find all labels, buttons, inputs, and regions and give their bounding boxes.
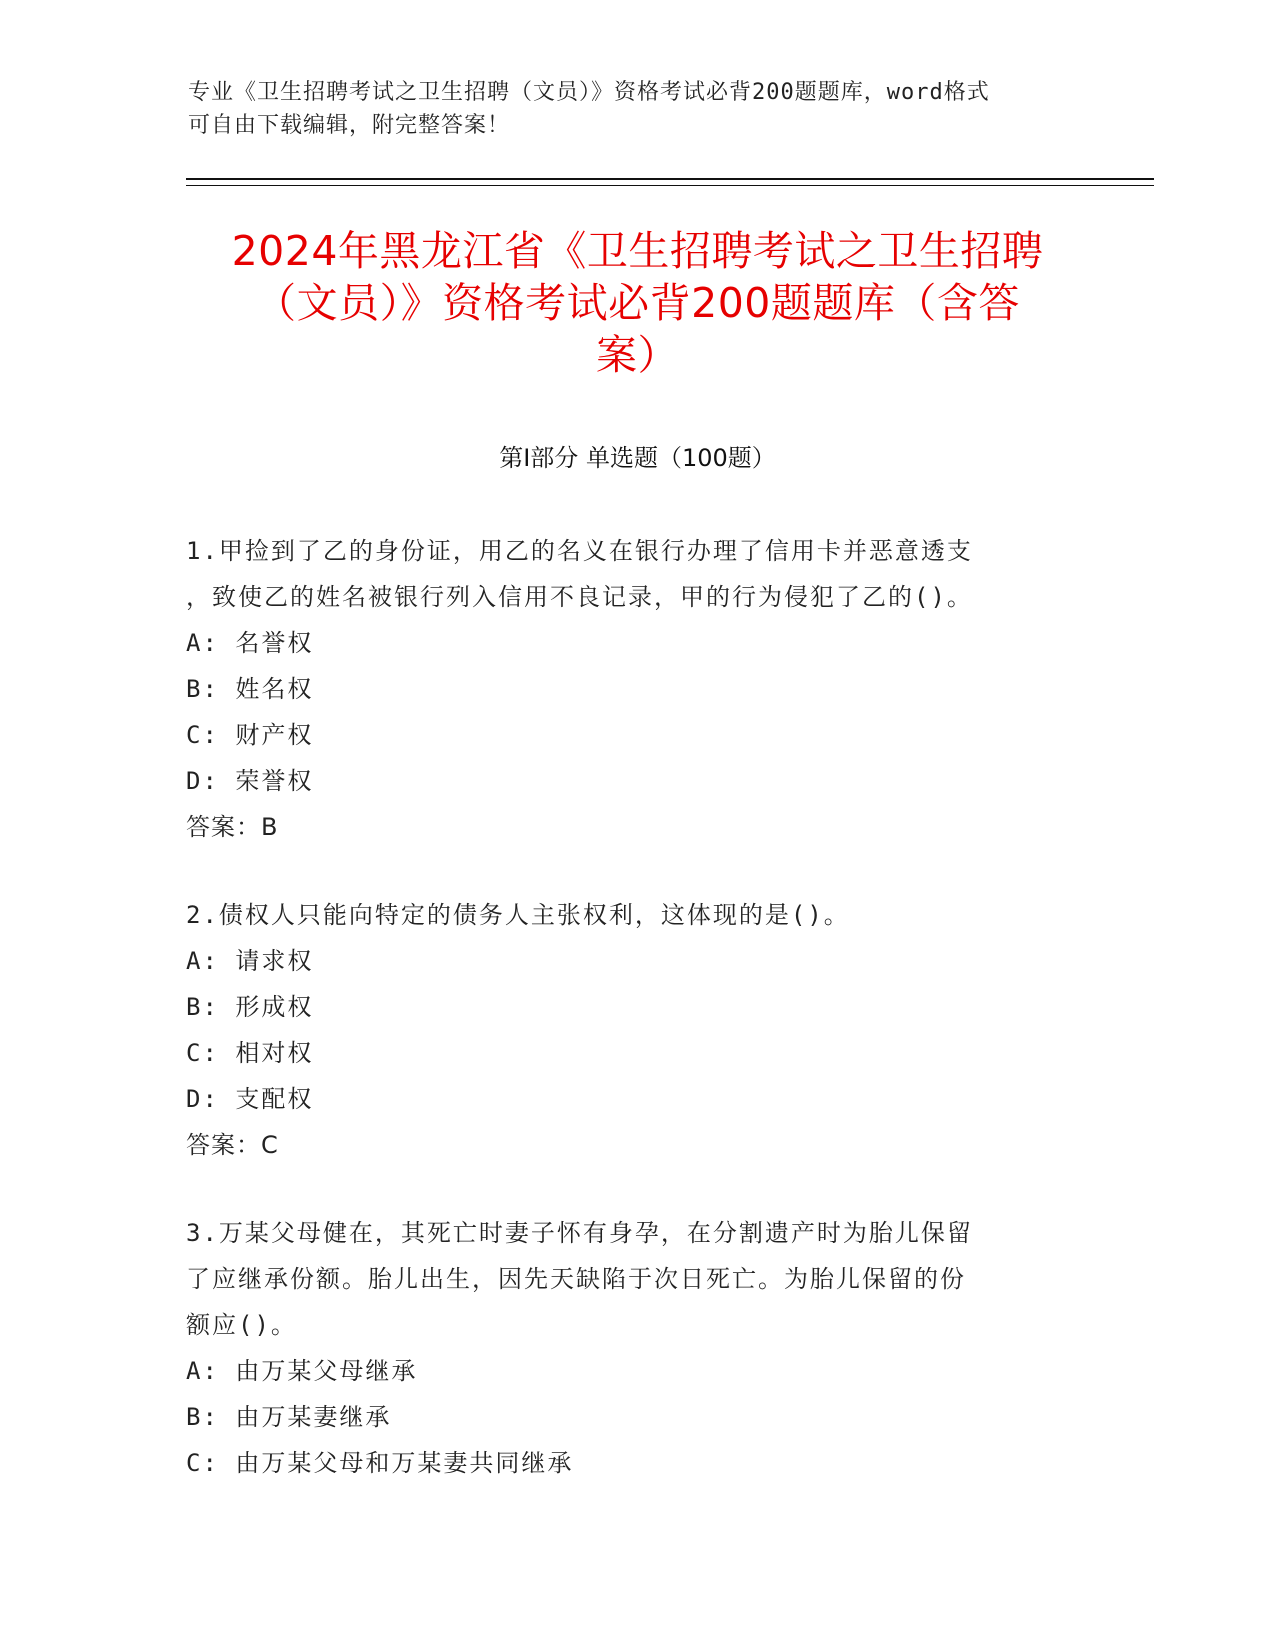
- title-line-1: 2024年黑龙江省《卫生招聘考试之卫生招聘: [231, 227, 1044, 275]
- question-gap: [186, 1168, 1086, 1210]
- section-title: 第Ⅰ部分 单选题（100题）: [499, 444, 776, 472]
- header-note-line-2: 可自由下载编辑，附完整答案！: [188, 113, 511, 138]
- question-1-text-line-1: 1.甲捡到了乙的身份证，用乙的名义在银行办理了信用卡并恶意透支: [186, 537, 973, 565]
- header-rule-thin: [186, 185, 1154, 186]
- question-2-option-b: B: 形成权: [186, 993, 314, 1021]
- question-3-option-c: C: 由万某父母和万某妻共同继承: [186, 1449, 574, 1477]
- header-note-line-1: 专业《卫生招聘考试之卫生招聘（文员）》资格考试必背200题题库，word格式: [188, 80, 990, 105]
- question-3-text-line-2: 了应继承份额。胎儿出生，因先天缺陷于次日死亡。为胎儿保留的份: [186, 1265, 966, 1293]
- question-2-answer: 答案：C: [186, 1131, 279, 1159]
- document-header-note: [188, 76, 1088, 142]
- document-title: [180, 225, 1095, 381]
- question-3-text-line-1: 3.万某父母健在，其死亡时妻子怀有身孕，在分割遗产时为胎儿保留: [186, 1219, 973, 1247]
- question-1-option-c: C: 财产权: [186, 721, 314, 749]
- question-gap: [186, 850, 1086, 892]
- question-1-option-d: D: 荣誉权: [186, 767, 314, 795]
- question-1-option-a: A: 名誉权: [186, 629, 314, 657]
- question-3-option-a: A: 由万某父母继承: [186, 1357, 418, 1385]
- question-3-text-line-3: 额应()。: [186, 1311, 297, 1339]
- question-1: [186, 528, 1086, 850]
- header-rule-thick: [186, 178, 1154, 180]
- question-1-text-line-2: ，致使乙的姓名被银行列入信用不良记录，甲的行为侵犯了乙的()。: [186, 583, 973, 611]
- question-3-option-b: B: 由万某妻继承: [186, 1403, 392, 1431]
- question-2-option-d: D: 支配权: [186, 1085, 314, 1113]
- title-line-3: 案）: [596, 331, 679, 379]
- question-2-option-a: A: 请求权: [186, 947, 314, 975]
- question-2: [186, 892, 1086, 1168]
- question-3: [186, 1210, 1086, 1486]
- question-1-option-b: B: 姓名权: [186, 675, 314, 703]
- question-list: [186, 528, 1086, 1486]
- title-line-2: （文员）》资格考试必背200题题库（含答: [255, 279, 1020, 327]
- question-2-option-c: C: 相对权: [186, 1039, 314, 1067]
- question-1-answer: 答案：B: [186, 813, 279, 841]
- question-2-text-line-1: 2.债权人只能向特定的债务人主张权利，这体现的是()。: [186, 901, 850, 929]
